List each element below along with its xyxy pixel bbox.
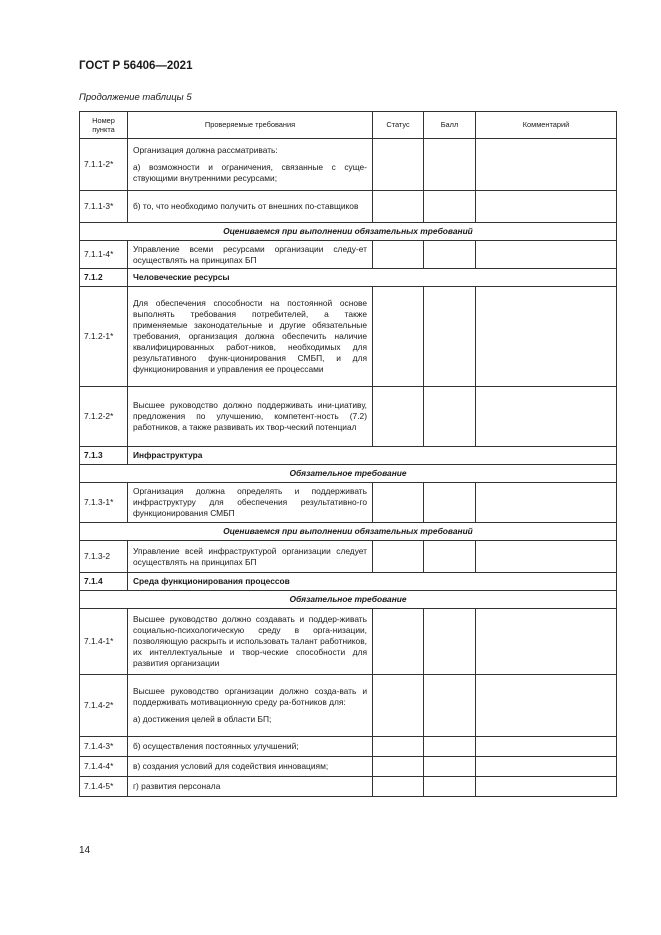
comment-cell[interactable] — [476, 609, 617, 675]
comment-cell[interactable] — [476, 139, 617, 191]
score-cell[interactable] — [424, 609, 476, 675]
status-cell[interactable] — [373, 287, 424, 387]
item-number: 7.1.1-4* — [80, 241, 128, 269]
section-number: 7.1.3 — [80, 447, 128, 465]
score-cell[interactable] — [424, 387, 476, 447]
page-number: 14 — [79, 845, 91, 856]
score-cell[interactable] — [424, 757, 476, 777]
score-cell[interactable] — [424, 777, 476, 797]
requirement-text — [128, 483, 373, 523]
table-row — [80, 675, 617, 737]
comment-cell[interactable] — [476, 675, 617, 737]
item-number: 7.1.3-2 — [80, 541, 128, 573]
requirement-paragraph: Высшее руководство организации должно созда-вать и поддерживать мотивационную среду ра-ботников для: — [133, 686, 367, 707]
section-title: Среда функционирования процессов — [128, 573, 617, 591]
comment-cell[interactable] — [476, 387, 617, 447]
requirement-text — [128, 139, 373, 191]
requirement-category-banner: Обязательное требование — [80, 591, 617, 609]
requirement-text — [128, 541, 373, 573]
column-header-comment: Комментарий — [476, 112, 617, 139]
table-body — [80, 139, 617, 797]
status-cell[interactable] — [373, 387, 424, 447]
table-row — [80, 139, 617, 191]
score-cell[interactable] — [424, 483, 476, 523]
banner-row — [80, 465, 617, 483]
section-number: 7.1.4 — [80, 573, 128, 591]
requirement-paragraph: Организация должна определять и поддерживать инфраструктуру для обеспечения результативно-го функционирования СМБП — [133, 486, 367, 518]
status-cell[interactable] — [373, 609, 424, 675]
score-cell[interactable] — [424, 287, 476, 387]
table-header-row — [80, 112, 617, 139]
requirement-text — [128, 287, 373, 387]
status-cell[interactable] — [373, 757, 424, 777]
table-row — [80, 609, 617, 675]
status-cell[interactable] — [373, 541, 424, 573]
table-row — [80, 777, 617, 797]
requirement-text — [128, 387, 373, 447]
section-row — [80, 269, 617, 287]
section-row — [80, 573, 617, 591]
requirement-paragraph: а) возможности и ограничения, связанные с суще-ствующими внутренними ресурсами; — [133, 162, 367, 183]
item-number: 7.1.4-4* — [80, 757, 128, 777]
score-cell[interactable] — [424, 675, 476, 737]
table-row — [80, 191, 617, 223]
item-number: 7.1.2-1* — [80, 287, 128, 387]
section-title: Инфраструктура — [128, 447, 617, 465]
requirement-category-banner: Оцениваемся при выполнении обязательных требований — [80, 523, 617, 541]
table-row — [80, 737, 617, 757]
item-number: 7.1.2-2* — [80, 387, 128, 447]
requirement-paragraph: Высшее руководство должно поддерживать ини-циативу, предложения по улучшению, компетент-ность (7.2) работников, а также развивать их твор-ческий потенциал — [133, 400, 367, 432]
status-cell[interactable] — [373, 241, 424, 269]
comment-cell[interactable] — [476, 483, 617, 523]
table-row — [80, 483, 617, 523]
requirement-text — [128, 609, 373, 675]
requirement-paragraph: б) осуществления постоянных улучшений; — [133, 741, 299, 751]
score-cell[interactable] — [424, 191, 476, 223]
requirement-text — [128, 241, 373, 269]
requirement-text — [128, 757, 373, 777]
requirement-paragraph: а) достижения целей в области БП; — [133, 714, 272, 724]
requirement-paragraph: Управление всеми ресурсами организации следу-ет осуществлять на принципах БП — [133, 243, 367, 265]
score-cell[interactable] — [424, 241, 476, 269]
requirement-paragraph: Управление всей инфраструктурой организации следует осуществлять на принципах БП — [133, 545, 367, 567]
requirement-paragraph: б) то, что необходимо получить от внешних по-ставщиков — [133, 201, 359, 211]
requirement-text — [128, 737, 373, 757]
comment-cell[interactable] — [476, 737, 617, 757]
requirements-table — [79, 111, 617, 797]
section-title: Человеческие ресурсы — [128, 269, 617, 287]
column-header-status: Статус — [373, 112, 424, 139]
score-cell[interactable] — [424, 541, 476, 573]
comment-cell[interactable] — [476, 287, 617, 387]
score-cell[interactable] — [424, 737, 476, 757]
comment-cell[interactable] — [476, 541, 617, 573]
table-row — [80, 757, 617, 777]
requirement-category-banner: Оцениваемся при выполнении обязательных требований — [80, 223, 617, 241]
item-number: 7.1.4-5* — [80, 777, 128, 797]
item-number: 7.1.4-1* — [80, 609, 128, 675]
status-cell[interactable] — [373, 777, 424, 797]
document-header: ГОСТ Р 56406—2021 — [79, 60, 193, 72]
requirement-paragraph: Для обеспечения способности на постоянной основе выполнять требования потребителей, а также применяемые законодательные и другие обязательные требования, организация должна обеспечить наличие квалифицированных работ-ников, необходимых для результативного функ-ционирования СМБП, и для функционирования и управления ее процессами — [133, 298, 367, 374]
table-row — [80, 541, 617, 573]
requirement-category-banner: Обязательное требование — [80, 465, 617, 483]
comment-cell[interactable] — [476, 757, 617, 777]
status-cell[interactable] — [373, 675, 424, 737]
item-number: 7.1.1-3* — [80, 191, 128, 223]
item-number: 7.1.4-3* — [80, 737, 128, 757]
banner-row — [80, 523, 617, 541]
column-header-requirements: Проверяемые требования — [128, 112, 373, 139]
requirement-paragraph: Высшее руководство должно создавать и поддер-живать социально-психологическую среду в орга-низации, позволяющую раскрыть и использовать талант работников, их интеллектуальные и твор-ческие способности для развития организации — [133, 614, 367, 668]
table-caption: Продолжение таблицы 5 — [79, 92, 192, 103]
requirement-paragraph: Организация должна рассматривать: — [133, 145, 278, 155]
table-row — [80, 387, 617, 447]
requirement-paragraph: г) развития персонала — [133, 781, 221, 791]
item-number: 7.1.3-1* — [80, 483, 128, 523]
banner-row — [80, 223, 617, 241]
requirement-text — [128, 675, 373, 737]
section-number: 7.1.2 — [80, 269, 128, 287]
comment-cell[interactable] — [476, 777, 617, 797]
section-row — [80, 447, 617, 465]
requirement-paragraph: в) создания условий для содействия инновациям; — [133, 761, 329, 771]
banner-row — [80, 591, 617, 609]
status-cell[interactable] — [373, 191, 424, 223]
score-cell[interactable] — [424, 139, 476, 191]
table-row — [80, 287, 617, 387]
comment-cell[interactable] — [476, 191, 617, 223]
requirement-text — [128, 191, 373, 223]
comment-cell[interactable] — [476, 241, 617, 269]
status-cell[interactable] — [373, 737, 424, 757]
table-row — [80, 241, 617, 269]
item-number: 7.1.1-2* — [80, 139, 128, 191]
column-header-number: Номер пункта — [80, 112, 128, 139]
column-header-score: Балл — [424, 112, 476, 139]
status-cell[interactable] — [373, 483, 424, 523]
requirement-text — [128, 777, 373, 797]
item-number: 7.1.4-2* — [80, 675, 128, 737]
status-cell[interactable] — [373, 139, 424, 191]
